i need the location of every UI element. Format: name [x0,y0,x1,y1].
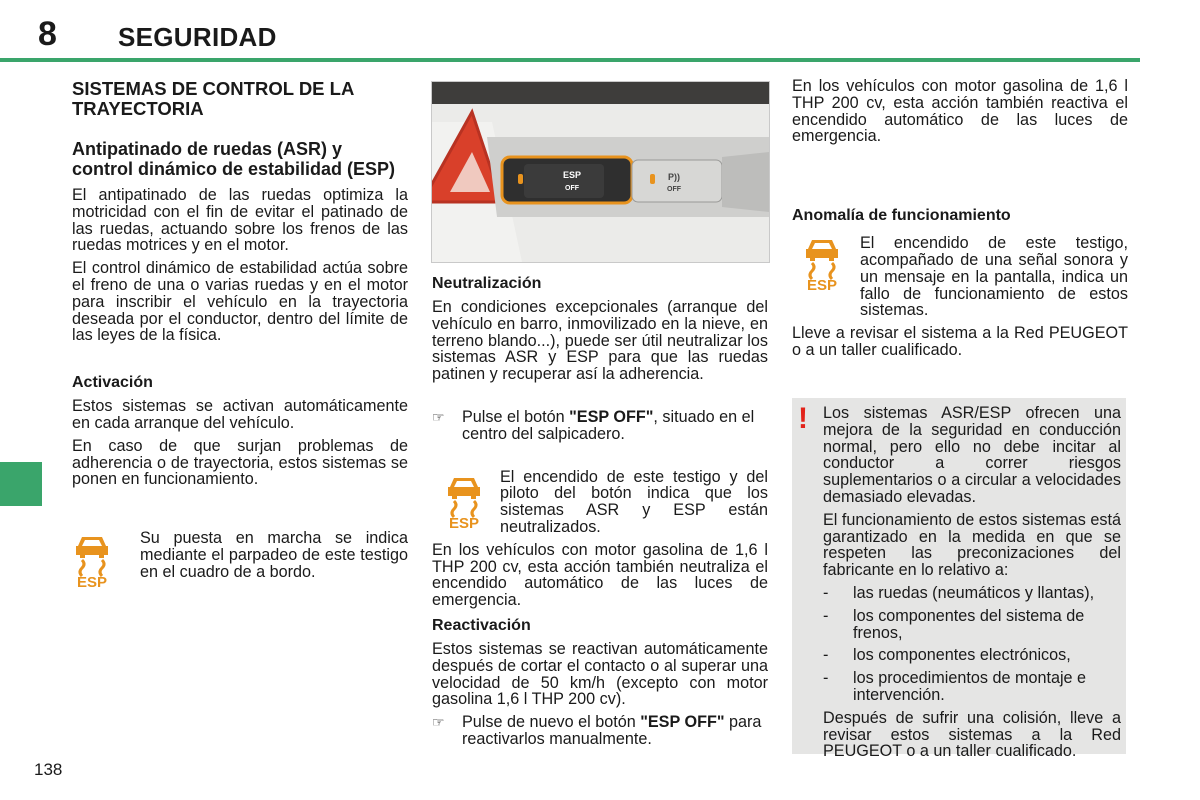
icon-description: El encendido de este testigo y del piloto del botón indica que los sistemas ASR y ESP están neutralizados. [500,467,768,536]
list-item: - las ruedas (neumáticos y llantas), [823,583,1095,602]
chapter-title: SEGURIDAD [118,22,277,52]
page-number: 138 [34,760,63,779]
paragraph: En caso de que surjan problemas de adherencia o de trayectoria, estos sistemas se ponen en funcionamiento. [72,436,408,489]
svg-text:ESP: ESP [562,170,582,180]
subsection-title: Antipatinado de ruedas (ASR) y control dinámico de estabilidad (ESP) [72,139,396,179]
neutralization-heading: Neutralización [432,275,542,292]
warning-content [823,405,1121,760]
column-3 [792,78,1128,359]
column-2 [432,275,768,748]
chapter-side-tab [0,462,42,506]
hand-pointer-icon: ☞ [432,408,445,425]
list-item: - los componentes del sistema de frenos, [823,606,1085,642]
paragraph: El control dinámico de estabilidad actúa sobre el freno de una o varias ruedas y en el motor para inscribir el vehículo en la trayectoria deseada por el conductor, dentro del límite de las leyes de la física. [72,259,408,345]
list-item: - los procedimientos de montaje e intervención. [823,669,1087,704]
instruction-item: ☞ Pulse de nuevo el botón "ESP OFF" para reactivarlos manualmente. [432,713,762,748]
section-title: SISTEMAS DE CONTROL DE LA TRAYECTORIA [72,78,354,119]
list-item: - los componentes electrónicos, [823,646,1071,665]
esp-warning-icon [792,235,860,295]
paragraph: Estos sistemas se activan automáticamente en cada arranque del vehículo. [72,397,408,432]
esp-off-label: "ESP OFF" [640,713,725,732]
svg-text:OFF: OFF [565,185,579,192]
paragraph: Estos sistemas se reactivan automáticamente después de cortar el contacto o al superar una velocidad de 50 km/h (excepto con motor gasolina 1,6 l THP 200 cv). [432,639,768,709]
svg-text:OFF: OFF [667,186,681,193]
warning-paragraph: Después de sufrir una colisión, lleve a revisar estos sistemas a la Red PEUGEOT o a un taller cualificado. [823,708,1121,761]
fault-heading: Anomalía de funcionamiento [792,207,1011,225]
icon-description: Su puesta en marcha se indica mediante el parpadeo de este testigo en el cuadro de a bordo. [140,529,408,581]
esp-indicator-note [72,530,408,592]
reactivation-heading: Reactivación [432,616,531,634]
esp-off-label: "ESP OFF" [569,407,654,426]
fault-indicator-note [792,235,1128,319]
paragraph: En condiciones excepcionales (arranque del vehículo en barro, inmovilizado en la nieve, en terreno blando...), puede ser útil neutralizar los sistemas ASR y ESP para que las ruedas patinen y recuperar así la adherencia. [432,298,768,384]
hand-pointer-icon: ☞ [432,714,445,731]
esp-warning-icon [72,530,140,592]
esp-off-indicator-note [432,469,768,536]
paragraph: El antipatinado de las ruedas optimiza la motricidad con el fin de evitar el patinado de las ruedas, actuando sobre los frenos de las ruedas motrices y en el motor. [72,186,408,255]
paragraph: En los vehículos con motor gasolina de 1,6 l THP 200 cv, esta acción también reactiva el encendido automático de las luces de emergencia. [792,77,1128,146]
instruction-item: ☞ Pulse el botón "ESP OFF", situado en el centro del salpicadero. [432,407,755,443]
chapter-number: 8 [38,15,57,53]
paragraph: En los vehículos con motor gasolina de 1,6 l THP 200 cv, esta acción también neutraliza el encendido automático de las luces de emergencia. [432,540,768,610]
svg-text:ESP: ESP [806,277,838,292]
svg-text:ESP: ESP [448,514,480,529]
column-1 [72,79,408,592]
svg-text:ESP: ESP [76,574,108,589]
warning-paragraph: El funcionamiento de estos sistemas está garantizado en la medida en que se respeten las preconizaciones del fabricante en lo relativo a: [823,510,1121,580]
warning-paragraph: Los sistemas ASR/ESP ofrecen una mejora de la seguridad en conducción normal, pero ello no debe incitar al conductor a correr riesgos suplementarios o a circular a velocidades demasiado elevadas. [823,404,1121,506]
paragraph: Lleve a revisar el sistema a la Red PEUGEOT o a un taller cualificado. [792,324,1128,359]
svg-text:P)): P)) [668,172,680,182]
exclamation-icon: ! [798,402,808,435]
header-rule [0,58,1140,62]
esp-warning-icon [432,469,500,533]
icon-description: El encendido de este testigo, acompañado de una señal sonora y un mensaje en la pantalla, indica un fallo de funcionamiento de estos sistemas. [860,234,1128,320]
dashboard-buttons-photo [431,81,770,263]
activation-heading: Activación [72,374,153,392]
